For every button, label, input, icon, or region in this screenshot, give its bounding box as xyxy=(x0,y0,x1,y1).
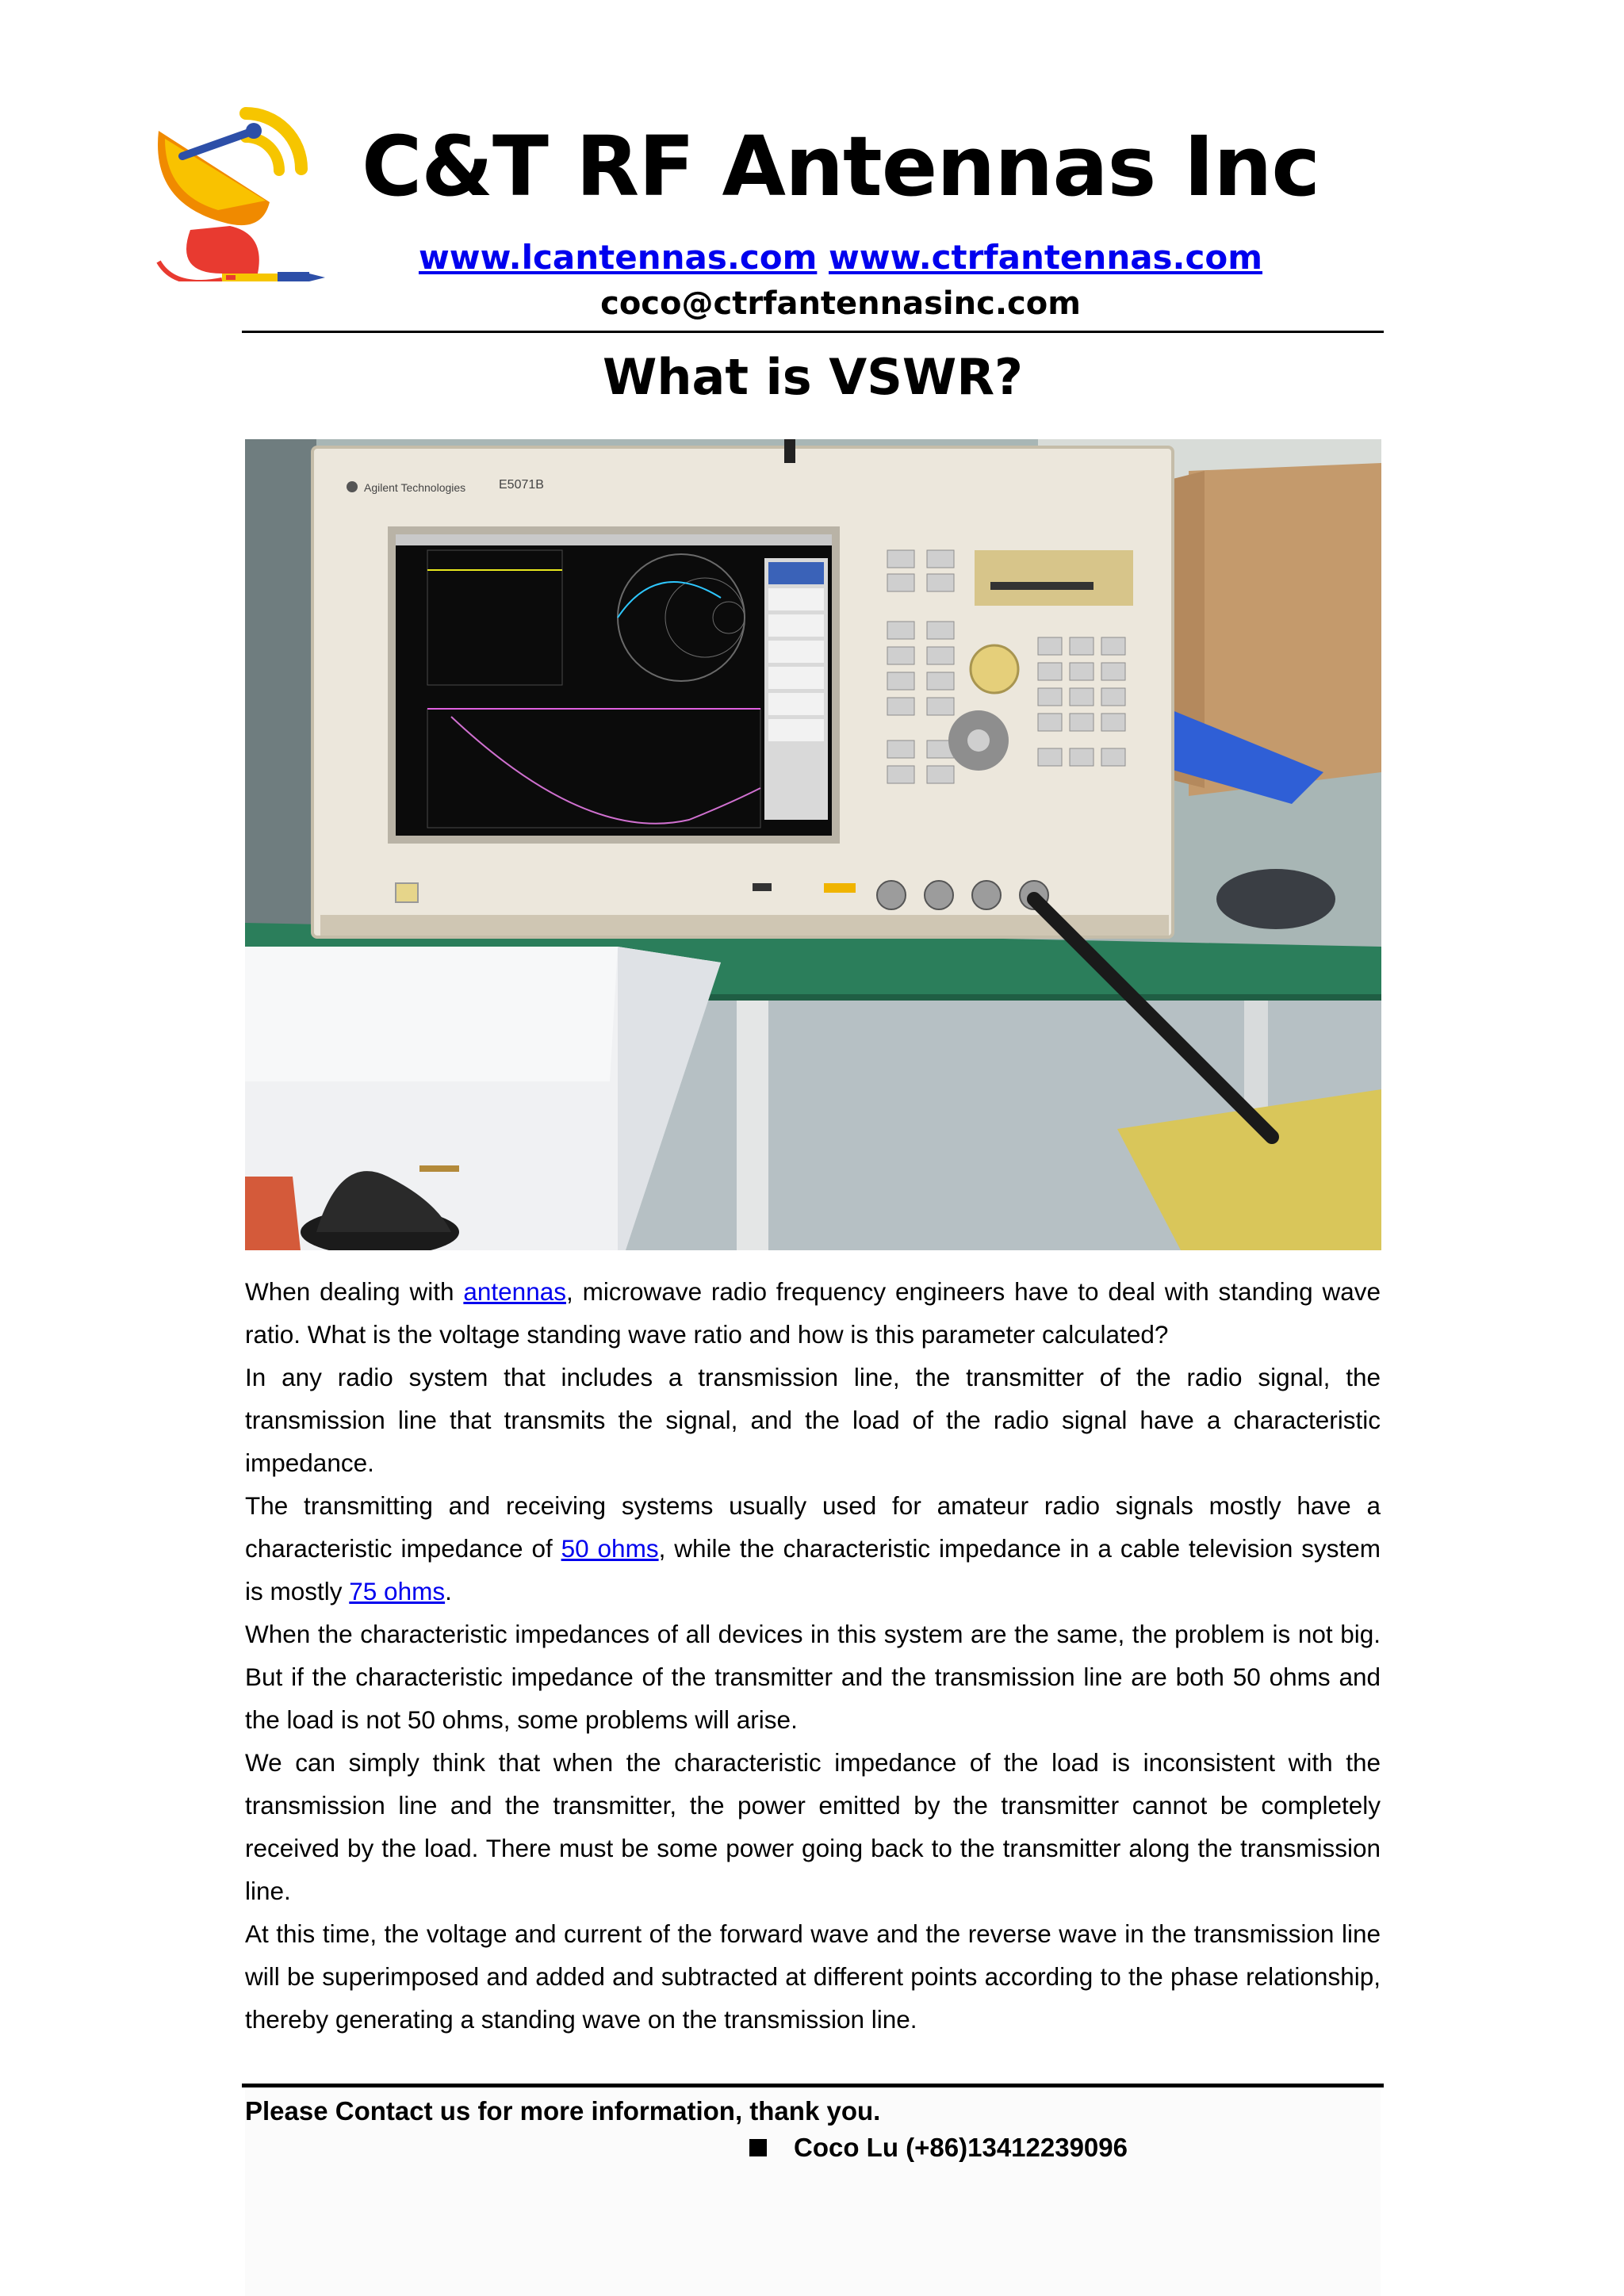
analyzer-illustration xyxy=(245,439,1381,1250)
footer-divider xyxy=(242,2084,1384,2087)
paragraph xyxy=(245,1270,1381,1356)
text: . xyxy=(445,1577,452,1605)
website-link-ctrfantennas[interactable]: www.ctrfantennas.com xyxy=(828,238,1263,277)
header-divider xyxy=(242,331,1384,333)
text: , microwave radio frequency engineers have to deal with standing wave ratio. What is the voltage standing wave ratio and how is this parameter calculated? xyxy=(245,1277,1381,1349)
paragraph xyxy=(245,1484,1381,1613)
75-ohms-link[interactable]: 75 ohms xyxy=(349,1577,446,1605)
paragraph: At this time, the voltage and current of the forward wave and the reverse wave in the transmission line will be superimposed and added and subtracted at different points according to the phase relationship, thereby generating a standing wave on the transmission line. xyxy=(245,1919,1381,2034)
website-links xyxy=(238,238,1443,277)
website-link-lcantennas[interactable]: www.lcantennas.com xyxy=(418,238,818,277)
company-name: C&T RF Antennas Inc xyxy=(361,118,1320,215)
contact-line xyxy=(749,2128,1128,2168)
article-title: What is VSWR? xyxy=(602,348,1024,406)
network-analyzer-photo xyxy=(245,439,1381,1250)
antennas-link[interactable]: antennas xyxy=(463,1277,566,1306)
paragraph: We can simply think that when the characteristic impedance of the load is inconsistent with the transmission line and the transmitter, the power emitted by the transmitter cannot be completely received by the load. There must be some power going back to the transmitter along the transmission line. xyxy=(245,1748,1381,1905)
paragraph: When the characteristic impedances of all devices in this system are the same, the problem is not big. But if the characteristic impedance of the transmitter and the transmission line are both 50 ohms and the load is not 50 ohms, some problems will arise. xyxy=(245,1620,1381,1734)
contact-note: Please Contact us for more information, thank you. xyxy=(245,2096,881,2126)
50-ohms-link[interactable]: 50 ohms xyxy=(561,1534,659,1563)
square-bullet-icon xyxy=(749,2139,767,2156)
text: , while the characteristic impedance in a cable television system is mostly xyxy=(245,1534,1381,1605)
article-body xyxy=(245,1270,1381,2041)
analyzer-model: E5071B xyxy=(499,478,544,492)
contact-email: coco@ctrfantennasinc.com xyxy=(600,285,1081,322)
paragraph: In any radio system that includes a transmission line, the transmitter of the radio signal, the transmission line that transmits the signal, and the load of the radio signal have a characteristic impedance. xyxy=(245,1363,1381,1477)
text: The transmitting and receiving systems usually used for amateur radio signals mostly have a characteristic impedance of xyxy=(245,1491,1381,1563)
contact-person: Coco Lu (+86)13412239096 xyxy=(794,2133,1128,2162)
analyzer-brand: Agilent Technologies xyxy=(364,481,466,494)
text: When dealing with xyxy=(245,1277,464,1306)
